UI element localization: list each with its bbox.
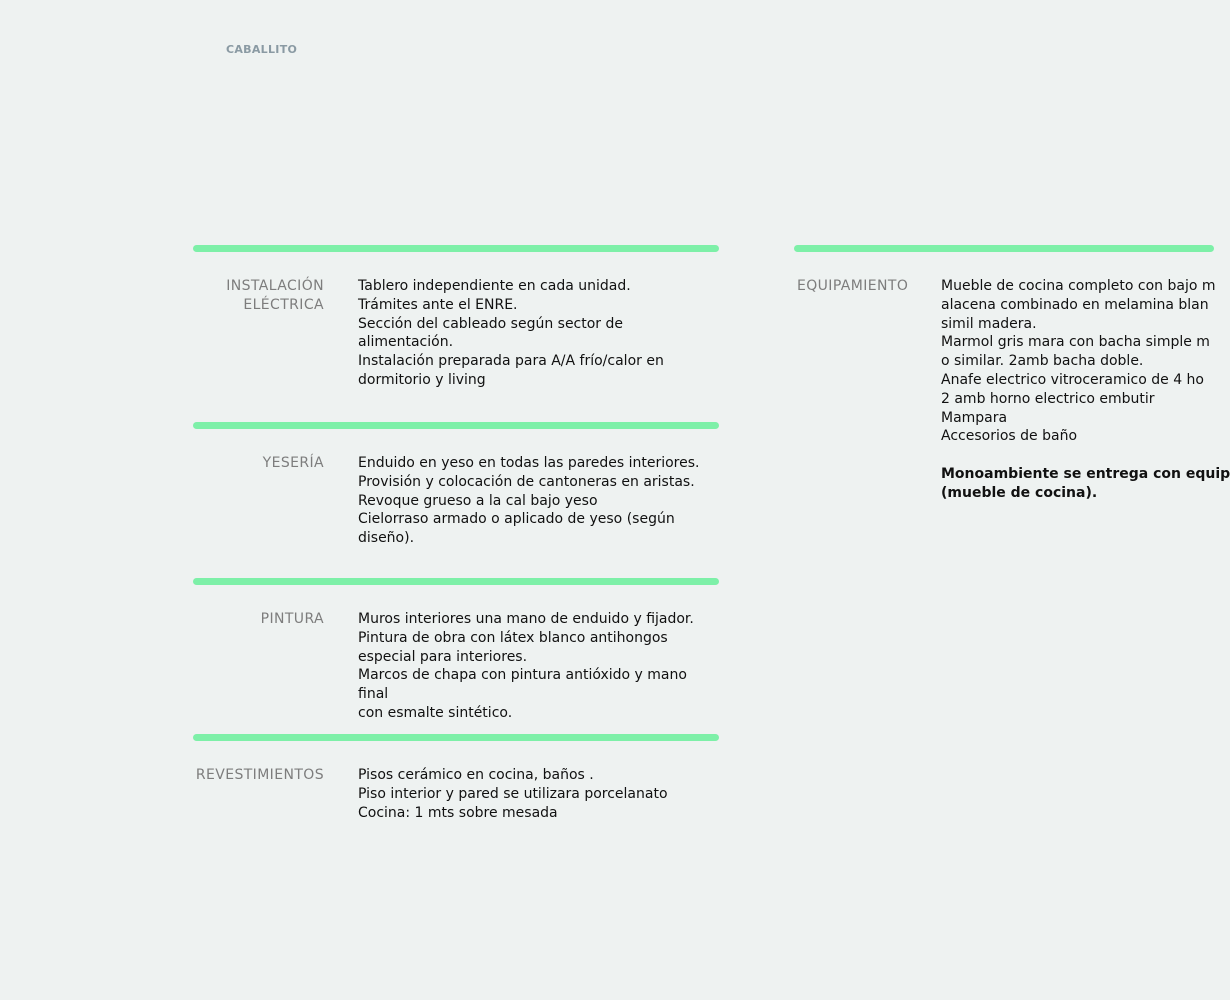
text-line: Tablero independiente en cada unidad. bbox=[358, 278, 631, 294]
text-line: Mampara bbox=[941, 409, 1008, 426]
text-line: Pintura de obra con látex blanco antihongos bbox=[358, 629, 668, 646]
left-column bbox=[193, 245, 719, 822]
right-column bbox=[794, 245, 1230, 503]
section-text bbox=[358, 610, 719, 723]
section-text bbox=[941, 277, 1230, 503]
section-divider bbox=[193, 578, 719, 585]
text-line: con esmalte sintético. bbox=[358, 704, 513, 721]
section-pintura bbox=[193, 578, 719, 734]
text-line: Revoque grueso a la cal bajo yeso bbox=[358, 492, 598, 509]
text-line: Provisión y colocación de cantoneras en aristas. bbox=[358, 473, 695, 490]
text-line: Mueble de cocina completo con bajo m bbox=[941, 278, 1216, 294]
text-line: simil madera. bbox=[941, 315, 1037, 332]
section-text bbox=[358, 766, 719, 822]
text-line: Cielorraso armado o aplicado de yeso (según bbox=[358, 511, 675, 528]
text-line: Accesorios de baño bbox=[941, 428, 1078, 445]
text-line: Muros interiores una mano de enduido y fijador. bbox=[358, 611, 694, 627]
section-text bbox=[358, 277, 719, 390]
text-line: especial para interiores. bbox=[358, 648, 528, 665]
section-yeseria bbox=[193, 422, 719, 578]
section-label: EQUIPAMIENTO bbox=[797, 278, 909, 294]
text-line: o similar. 2amb bacha doble. bbox=[941, 353, 1144, 370]
text-line: Trámites ante el ENRE. bbox=[358, 296, 518, 313]
bold-note-line: (mueble de cocina). bbox=[941, 484, 1098, 501]
section-divider bbox=[193, 734, 719, 741]
text-line: Marcos de chapa con pintura antióxido y mano final bbox=[358, 667, 687, 703]
text-line: Marmol gris mara con bacha simple m bbox=[941, 334, 1210, 351]
text-line: alimentación. bbox=[358, 334, 454, 351]
text-line: diseño). bbox=[358, 530, 415, 547]
text-line: 2 amb horno electrico embutir bbox=[941, 390, 1155, 407]
section-label: INSTALACIÓN ELÉCTRICA bbox=[226, 278, 324, 313]
text-line: Instalación preparada para A/A frío/calor en bbox=[358, 353, 664, 370]
text-line: Anafe electrico vitroceramico de 4 ho bbox=[941, 371, 1204, 388]
text-line: Piso interior y pared se utilizara porcelanato bbox=[358, 785, 668, 802]
text-line: Pisos cerámico en cocina, baños . bbox=[358, 767, 594, 783]
spacer bbox=[941, 446, 1214, 465]
text-line: Sección del cableado según sector de bbox=[358, 315, 624, 332]
text-line: Cocina: 1 mts sobre mesada bbox=[358, 804, 558, 821]
text-line: Enduido en yeso en todas las paredes interiores. bbox=[358, 455, 700, 471]
section-revestimientos bbox=[193, 734, 719, 822]
text-line: dormitorio y living bbox=[358, 371, 486, 388]
section-divider bbox=[193, 245, 719, 252]
section-divider bbox=[193, 422, 719, 429]
section-label: PINTURA bbox=[260, 611, 324, 627]
section-equipamiento bbox=[794, 245, 1230, 503]
section-text bbox=[358, 454, 719, 548]
section-instalacion-electrica bbox=[193, 245, 719, 422]
section-label: YESERÍA bbox=[262, 455, 324, 471]
brand-label: CABALLITO bbox=[226, 43, 298, 56]
text-line: alacena combinado en melamina blan bbox=[941, 296, 1209, 313]
section-divider bbox=[794, 245, 1214, 252]
bold-note-line: Monoambiente se entrega con equip bbox=[941, 466, 1230, 483]
section-label: REVESTIMIENTOS bbox=[195, 767, 324, 783]
